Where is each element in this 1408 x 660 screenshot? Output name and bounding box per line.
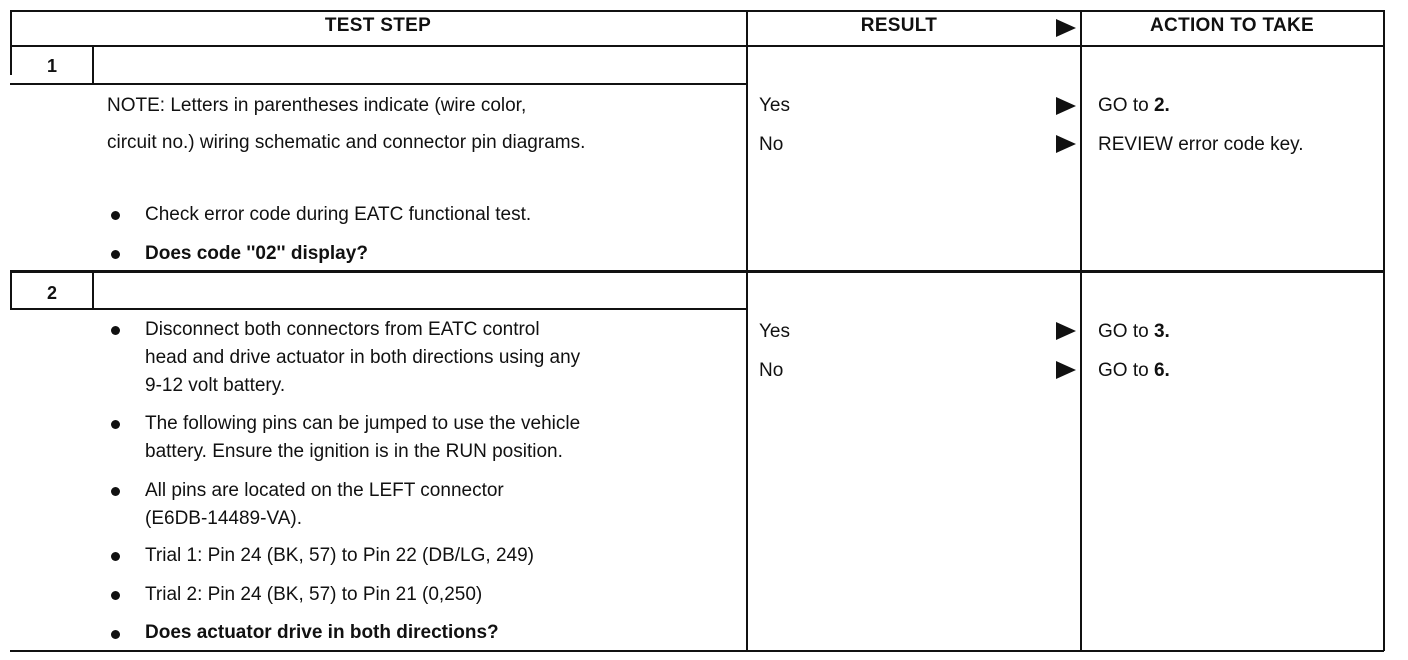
instruction-text: (E6DB-14489-VA). — [145, 508, 302, 529]
result-no: No — [759, 134, 784, 155]
step-number: 1 — [47, 56, 58, 76]
action-target: 3. — [1153, 321, 1170, 342]
question-text: Does actuator drive in both directions? — [145, 622, 499, 643]
action-go-to — [1098, 320, 1170, 344]
bullet-icon — [111, 211, 120, 220]
result-column-left-border — [746, 10, 748, 651]
question-text: Does code ''02'' display? — [145, 243, 368, 264]
instruction-text: 9-12 volt battery. — [145, 375, 286, 396]
note-text: NOTE: Letters in parentheses indicate (wire color, — [107, 95, 527, 116]
result-arrow-icon — [1056, 97, 1076, 115]
instruction-text: battery. Ensure the ignition is in the RUN position. — [145, 441, 563, 462]
instruction-text: Trial 2: Pin 24 (BK, 57) to Pin 21 (0,250) — [145, 584, 483, 605]
result-yes: Yes — [759, 321, 790, 342]
action-verb: REVIEW error code key. — [1098, 134, 1304, 155]
bullet-icon — [111, 552, 120, 561]
bullet-icon — [111, 420, 120, 429]
note-text: circuit no.) wiring schematic and connector pin diagrams. — [107, 132, 586, 153]
action-verb: GO to — [1098, 321, 1154, 342]
step2-number-row-border — [10, 308, 747, 310]
header-action: ACTION TO TAKE — [1150, 15, 1314, 36]
instruction-text: Trial 1: Pin 24 (BK, 57) to Pin 22 (DB/LG, 249) — [145, 545, 534, 566]
result-no: No — [759, 360, 784, 381]
bullet-icon — [111, 591, 120, 600]
action-verb: GO to — [1098, 360, 1154, 381]
instruction-text: Disconnect both connectors from EATC control — [145, 319, 540, 340]
action-target: 2. — [1153, 95, 1170, 116]
bullet-icon — [111, 630, 120, 639]
result-arrow-icon — [1056, 322, 1076, 340]
result-yes: Yes — [759, 95, 790, 116]
result-arrow-icon — [1056, 361, 1076, 379]
action-target: 6. — [1153, 360, 1170, 381]
result-arrow-icon — [1056, 135, 1076, 153]
bullet-icon — [111, 250, 120, 259]
step-divider — [10, 270, 1384, 273]
instruction-text: Check error code during EATC functional test. — [145, 204, 532, 225]
header-result: RESULT — [860, 15, 938, 36]
bullet-icon — [111, 326, 120, 335]
header-bottom-border — [10, 45, 1384, 47]
number-column-divider-1 — [92, 46, 94, 83]
table-left-border-step2 — [10, 272, 12, 310]
step-number: 2 — [47, 283, 58, 303]
action-go-to — [1098, 359, 1170, 383]
action-review — [1098, 133, 1304, 157]
header-arrow-icon — [1056, 19, 1076, 37]
instruction-text: head and drive actuator in both directions using any — [145, 347, 581, 368]
table-right-border — [1383, 10, 1385, 651]
action-verb: GO to — [1098, 95, 1154, 116]
table-bottom-border — [10, 650, 1384, 652]
header-test-step: TEST STEP — [324, 15, 432, 36]
table-top-border — [10, 10, 1384, 12]
number-column-divider-2 — [92, 272, 94, 308]
action-column-left-border — [1080, 10, 1082, 651]
instruction-text: All pins are located on the LEFT connector — [145, 480, 504, 501]
instruction-text: The following pins can be jumped to use the vehicle — [145, 413, 581, 434]
action-go-to — [1098, 94, 1170, 118]
bullet-icon — [111, 487, 120, 496]
step1-number-row-border — [10, 83, 747, 85]
